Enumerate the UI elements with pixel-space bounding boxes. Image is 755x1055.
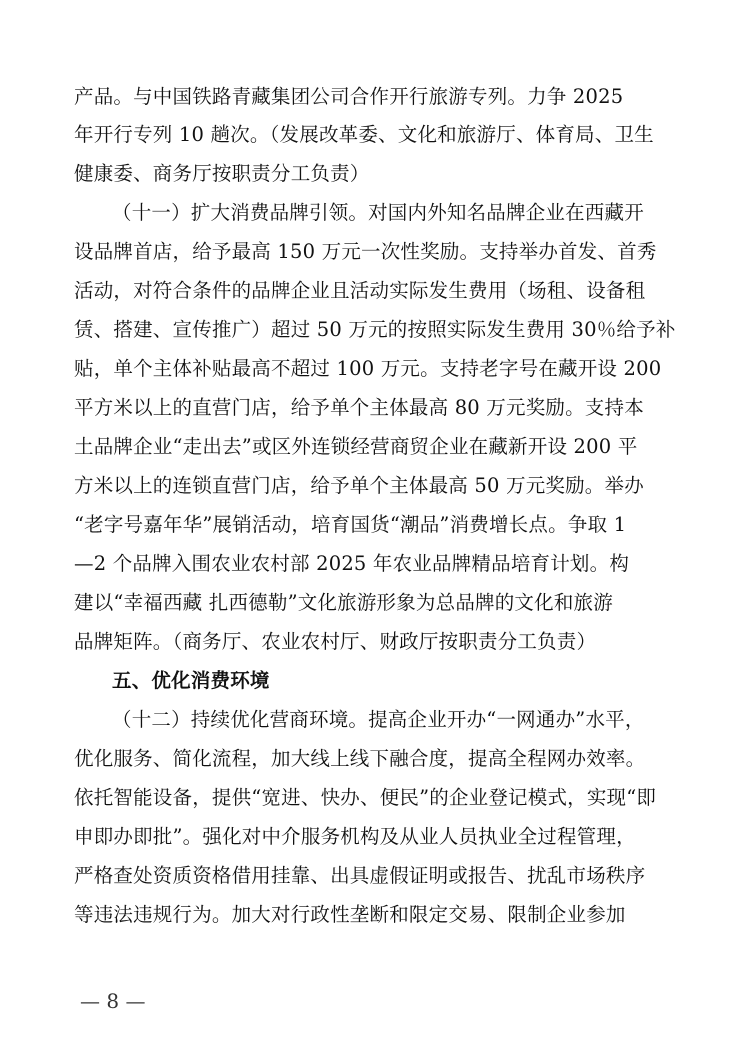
text-line: 赁、搭建、宣传推广）超过 50 万元的按照实际发生费用 30％给予补	[74, 318, 676, 341]
text-line: 平方米以上的直营门店，给予单个主体最高 80 万元奖励。支持本	[74, 396, 644, 419]
text-line: 设品牌首店，给予最高 150 万元一次性奖励。支持举办首发、首秀	[74, 240, 657, 263]
text-line: 依托智能设备，提供“宽进、快办、便民”的企业登记模式，实现“即	[74, 786, 657, 809]
text-line: 产品。与中国铁路青藏集团公司合作开行旅游专列。力争 2025	[74, 85, 624, 108]
text-line: （十二）持续优化营商环境。提高企业开办“一网通办”水平，	[112, 708, 645, 731]
text-line: 等违法违规行为。加大对行政性垄断和限定交易、限制企业参加	[74, 903, 626, 926]
text-line: 申即办即批”。强化对中介服务机构及从业人员执业全过程管理，	[74, 825, 636, 848]
text-line: 方米以上的连锁直营门店，给予单个主体最高 50 万元奖励。举办	[74, 474, 644, 497]
section-heading: 五、优化消费环境	[112, 669, 270, 692]
text-line: 严格查处资质资格借用挂靠、出具虚假证明或报告、扰乱市场秩序	[74, 864, 646, 887]
text-line: 品牌矩阵。（商务厅、农业农村厅、财政厅按职责分工负责）	[74, 630, 597, 653]
text-line: 土品牌企业“走出去”或区外连锁经营商贸企业在藏新开设 200 平	[74, 435, 638, 458]
text-line: —2 个品牌入围农业农村部 2025 年农业品牌精品培育计划。构	[74, 552, 630, 575]
text-line: 健康委、商务厅按职责分工负责）	[74, 162, 370, 185]
text-line: 贴，单个主体补贴最高不超过 100 万元。支持老字号在藏开设 200	[74, 357, 662, 380]
text-line: 活动，对符合条件的品牌企业且活动实际发生费用（场租、设备租	[74, 279, 646, 302]
text-line: 建以“幸福西藏 扎西德勒”文化旅游形象为总品牌的文化和旅游	[74, 591, 613, 614]
page-number: — 8 —	[80, 989, 146, 1013]
text-line: 优化服务、简化流程，加大线上线下融合度，提高全程网办效率。	[74, 747, 646, 770]
text-line: “老字号嘉年华”展销活动，培育国货“潮品”消费增长点。争取 1	[74, 513, 627, 536]
text-line: 年开行专列 10 趟次。（发展改革委、文化和旅游厅、体育局、卫生	[74, 123, 654, 146]
text-line: （十一）扩大消费品牌引领。对国内外知名品牌企业在西藏开	[112, 201, 644, 224]
